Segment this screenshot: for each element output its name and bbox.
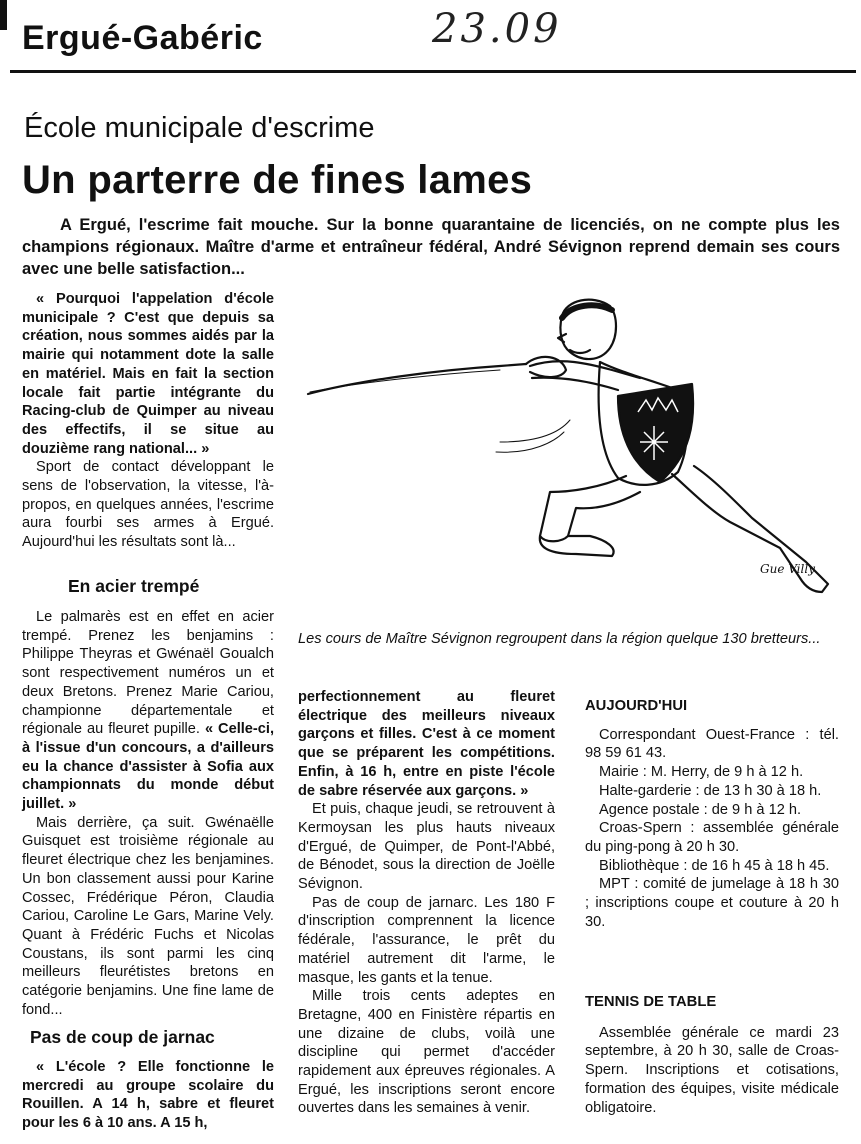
palmares-text: Le palmarès est en effet en acier trempé. Prenez les benjamins : Philippe Theyras et Gwénaël Goualch sont respectivement numéros un et deux Bretons. Prenez Marie Cariou, championne départementale et régionale au fleuret pupille.	[22, 609, 274, 738]
article-kicker: École municipale d'escrime	[24, 112, 375, 144]
today-item: Bibliothèque : de 16 h 45 à 18 h 45.	[599, 857, 830, 874]
fencer-drawing	[300, 292, 840, 610]
today-item: Croas-Spern : assemblée générale du ping-pong à 20 h 30.	[585, 820, 839, 855]
today-heading: AUJOURD'HUI	[585, 698, 688, 714]
sofia-quote: « Celle-ci, à l'issue d'un concours, a d'ailleurs eu la chance d'assister à Sofia aux championnats du monde début juillet. »	[22, 721, 274, 813]
subheading-jarnac: Pas de coup de jarnac	[30, 1027, 215, 1047]
body-paragraph: Pas de coup de jarnarc. Les 180 F d'inscription comprennent la licence fédérale, l'assurance, le prêt du matériel autrement dit l'arme, le masque, les gants et la tenue.	[298, 894, 555, 986]
sword-blade	[308, 364, 526, 394]
body-paragraph: Sport de contact développant le sens de l'observation, la vitesse, l'à-propos, en quelques années, l'escrime aura fourbi ses armes à Ergué. Aujourd'hui les résultats sont là...	[22, 459, 274, 551]
header-rule	[10, 70, 856, 73]
column-1-top	[22, 290, 274, 552]
body-paragraph: Et puis, chaque jeudi, se retrouvent à Kermoysan les plus hauts niveaux d'Ergué, de Quimper, de Pont-l'Abbé, de Bénodet, sous la direction de Joëlle Sévignon.	[298, 801, 555, 893]
column-1-bottom	[22, 1058, 274, 1133]
column-2	[298, 688, 555, 1118]
today-item: Agence postale : de 9 h à 12 h.	[599, 801, 802, 818]
body-paragraph: Mais derrière, ça suit. Gwénaëlle Guisquet est troisième régionale au fleuret électrique chez les benjamines. Un bon classement aussi pour Karine Cossec, Frédérique Péron, Claudia Cariou, Caroline Le Gars, Marine Vely. Quant à Frédéric Fuchs et Nicolas Coustans, ils sont parmi les cinq meilleurs fleurétistes bretons en catégorie benjamins. Une fine lame de fond...	[22, 814, 274, 1018]
fencer-caricature	[300, 292, 840, 610]
quote-paragraph: « L'école ? Elle fonctionne le mercredi au groupe scolaire du Rouillen. A 14 h, sabre et fleuret pour les 6 à 10 ans. A 15 h,	[22, 1059, 274, 1132]
sidebar-today	[585, 697, 839, 931]
page-edge-mark	[0, 0, 7, 30]
front-boot	[540, 536, 614, 556]
sidebar-tennis	[585, 993, 839, 1117]
column-1-middle	[22, 608, 274, 1019]
article-title: Un parterre de fines lames	[22, 158, 533, 202]
today-item: Halte-garderie : de 13 h 30 à 18 h.	[599, 782, 822, 799]
shield-icon	[618, 384, 693, 482]
today-item: MPT : comité de jumelage à 18 h 30 ; inscriptions coupe et couture à 20 h 30.	[585, 876, 839, 930]
quote-paragraph: perfectionnement au fleuret électrique des meilleurs niveaux garçons et filles. C'est à ce moment que se préparent les compétitions. Enfin, à 16 h, entre en piste l'école de sabre réservée aux garçons. »	[298, 689, 555, 799]
body-paragraph: Mille trois cents adeptes en Bretagne, 400 en Finistère répartis en une dizaine de clubs, voilà une discipline qui permet d'accéder rapidement aux épreuves régionales. A Ergué, les inscriptions seront encore ouvertes dans les semaines à venir.	[298, 988, 555, 1117]
quote-paragraph: « Pourquoi l'appelation d'école municipale ? C'est que depuis sa création, nous sommes aidés par la mairie qui notamment dote la salle en matériel. Mais en fait la section locale fait partie intégrante du Racing-club de Quimper au niveau des effectifs, il se situe au douzième rang national... »	[22, 291, 274, 457]
sword-guard	[526, 357, 566, 377]
illustrator-signature: Gue Villy	[760, 562, 815, 576]
today-item: Mairie : M. Herry, de 9 h à 12 h.	[599, 764, 804, 781]
today-item: Correspondant Ouest-France : tél. 98 59 61 43.	[585, 726, 839, 762]
tennis-text: Assemblée générale ce mardi 23 septembre, à 20 h 30, salle de Croas-Spern. Inscriptions et cotisations, formation des équipes, visite médicale obligatoire.	[585, 1024, 839, 1116]
subheading-acier: En acier trempé	[68, 576, 200, 596]
handwritten-date: 23.09	[432, 6, 562, 52]
tennis-heading: TENNIS DE TABLE	[585, 994, 717, 1010]
town-heading: Ergué-Gabéric	[22, 19, 263, 57]
article-lead: A Ergué, l'escrime fait mouche. Sur la bonne quarantaine de licenciés, on ne compte plus les champions régionaux. Maître d'arme et entraîneur fédéral, André Sévignon reprend demain ses cours avec une belle satisfaction...	[22, 216, 840, 278]
body-paragraph	[22, 608, 274, 814]
photo-caption: Les cours de Maître Sévignon regroupent dans la région quelque 130 bretteurs...	[298, 631, 821, 647]
